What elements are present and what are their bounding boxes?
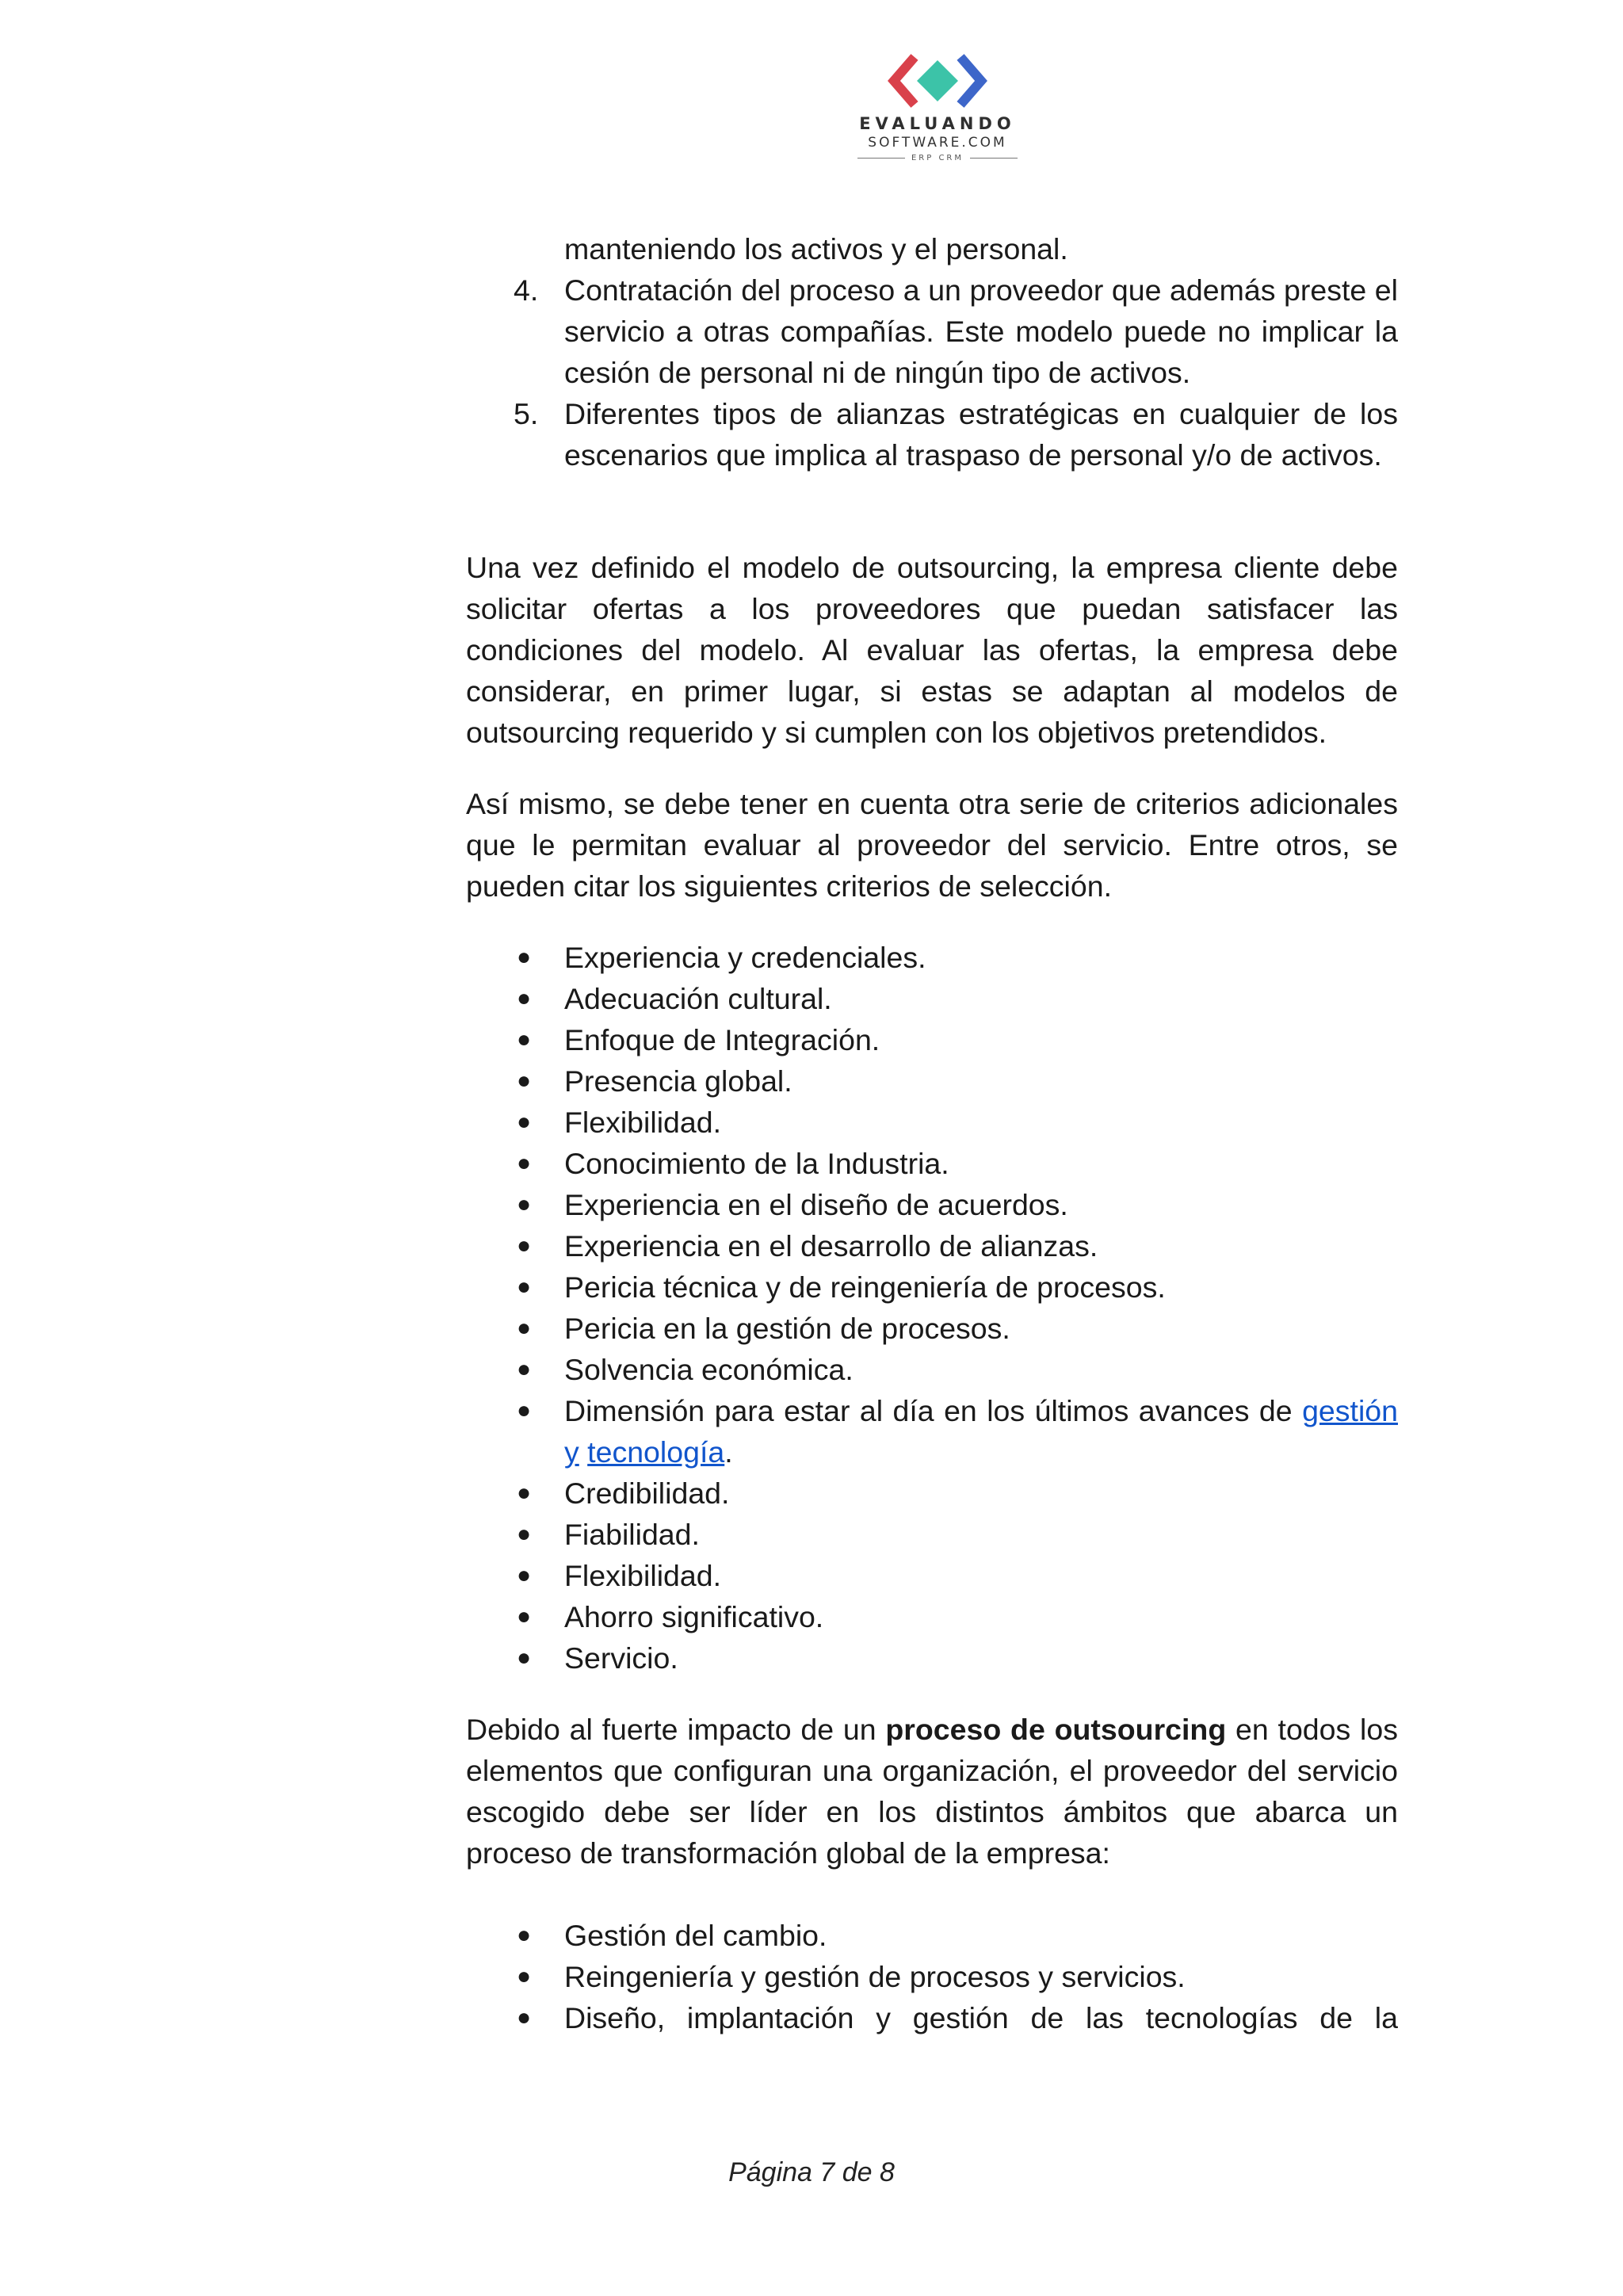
document-body	[466, 228, 1398, 2038]
list-item: ● Pericia en la gestión de procesos.	[466, 1308, 1398, 1349]
bullet-icon: ●	[517, 1521, 532, 1547]
list-item: ● Diseño, implantación y gestión de las tecnologías de la	[466, 1997, 1398, 2038]
list-item: ● Credibilidad.	[466, 1473, 1398, 1514]
list-item: ● Experiencia en el desarrollo de alianzas.	[466, 1225, 1398, 1266]
bullet-icon: ●	[517, 985, 532, 1011]
logo-right-chevron	[960, 57, 981, 105]
list-number: 5.	[514, 397, 539, 430]
bullet-icon: ●	[517, 1191, 532, 1217]
list-item: ● Servicio.	[466, 1637, 1398, 1679]
paragraph-closing: Debido al fuerte impacto de un proceso de outsourcing en todos los elementos que configuran una organización, el proveedor del servicio escogido debe ser líder en los distintos ámbitos que abarca un proceso de transformación global de la empresa:	[466, 1713, 1398, 1870]
bullet-icon: ●	[517, 1645, 532, 1671]
list-item-with-links: ● Dimensión para estar al día en los últimos avances de gestión y tecnología.	[466, 1390, 1398, 1473]
bullet-icon: ●	[517, 1397, 532, 1423]
logo-center-diamond	[917, 60, 958, 101]
link-y[interactable]: y	[564, 1435, 579, 1469]
criteria-list	[466, 937, 1398, 1679]
logo-left-chevron	[894, 57, 915, 105]
bold-term: proceso de outsourcing	[885, 1713, 1227, 1746]
numbered-item-4	[466, 269, 1398, 393]
paragraph-criteria-intro: Así mismo, se debe tener en cuenta otra serie de criterios adicionales que le permitan evaluar al proveedor del servicio. Entre otros, se pueden citar los siguientes criterios de selección.	[466, 787, 1398, 903]
list-item: ● Flexibilidad.	[466, 1102, 1398, 1143]
page-number: Página 7 de 8	[728, 2157, 895, 2187]
bullet-icon: ●	[517, 1922, 532, 1948]
logo-mark-icon	[886, 52, 989, 109]
list-item: ● Flexibilidad.	[466, 1555, 1398, 1596]
list-item: ● Reingeniería y gestión de procesos y servicios.	[466, 1956, 1398, 1997]
bullet-icon: ●	[517, 1603, 532, 1629]
logo-name: EVALUANDO	[859, 114, 1016, 133]
logo-site: SOFTWARE.COM	[868, 135, 1007, 151]
areas-list	[466, 1915, 1398, 2038]
list-item: ● Ahorro significativo.	[466, 1596, 1398, 1637]
bullet-icon: ●	[517, 1480, 532, 1506]
bullet-icon: ●	[517, 1356, 532, 1382]
bullet-icon: ●	[517, 2004, 532, 2030]
link-tecnologia[interactable]: tecnología	[587, 1435, 725, 1469]
bullet-icon: ●	[517, 1274, 532, 1300]
bullet-icon: ●	[517, 1026, 532, 1052]
list-number: 4.	[514, 273, 539, 307]
paragraph-offers: Una vez definido el modelo de outsourcing, la empresa cliente debe solicitar ofertas a los proveedores que puedan satisfacer las condiciones del modelo. Al evaluar las ofertas, la empresa debe considerar, en primer lugar, si estas se adaptan al modelos de outsourcing requerido y si cumplen con los objetivos pretendidos.	[466, 551, 1398, 749]
logo-tag-text: ERP CRM	[911, 154, 964, 162]
bullet-icon: ●	[517, 1963, 532, 1989]
logo-rule-left	[857, 158, 905, 159]
bullet-icon: ●	[517, 1315, 532, 1341]
list-item: ● Experiencia en el diseño de acuerdos.	[466, 1184, 1398, 1225]
bullet-icon: ●	[517, 1068, 532, 1094]
list-item: ● Gestión del cambio.	[466, 1915, 1398, 1956]
bullet-icon: ●	[517, 944, 532, 970]
numbered-item-5	[466, 393, 1398, 476]
bullet-icon: ●	[517, 1109, 532, 1135]
logo-rule-right	[970, 158, 1018, 159]
company-logo	[838, 52, 1037, 179]
list-item: ● Pericia técnica y de reingeniería de procesos.	[466, 1266, 1398, 1308]
list-item: ● Presencia global.	[466, 1060, 1398, 1102]
list-item: ● Fiabilidad.	[466, 1514, 1398, 1555]
list-item: ● Solvencia económica.	[466, 1349, 1398, 1390]
list-item-text: manteniendo los activos y el personal.	[564, 232, 1068, 266]
logo-tagline	[838, 154, 1037, 162]
list-item: ● Conocimiento de la Industria.	[466, 1143, 1398, 1184]
numbered-item-continuation	[466, 228, 1398, 269]
list-item: ● Enfoque de Integración.	[466, 1019, 1398, 1060]
bullet-icon: ●	[517, 1232, 532, 1259]
list-item-text: Diferentes tipos de alianzas estratégicas en cualquier de los escenarios que implica al traspaso de personal y/o de activos.	[564, 397, 1398, 472]
list-item: ● Adecuación cultural.	[466, 978, 1398, 1019]
list-item: ● Experiencia y credenciales.	[466, 937, 1398, 978]
list-item-text: Contratación del proceso a un proveedor que además preste el servicio a otras compañías. Este modelo puede no implicar la cesión de personal ni de ningún tipo de activos.	[564, 273, 1398, 389]
bullet-icon: ●	[517, 1562, 532, 1588]
bullet-icon: ●	[517, 1150, 532, 1176]
link-gestion[interactable]: gestión	[1302, 1394, 1398, 1427]
